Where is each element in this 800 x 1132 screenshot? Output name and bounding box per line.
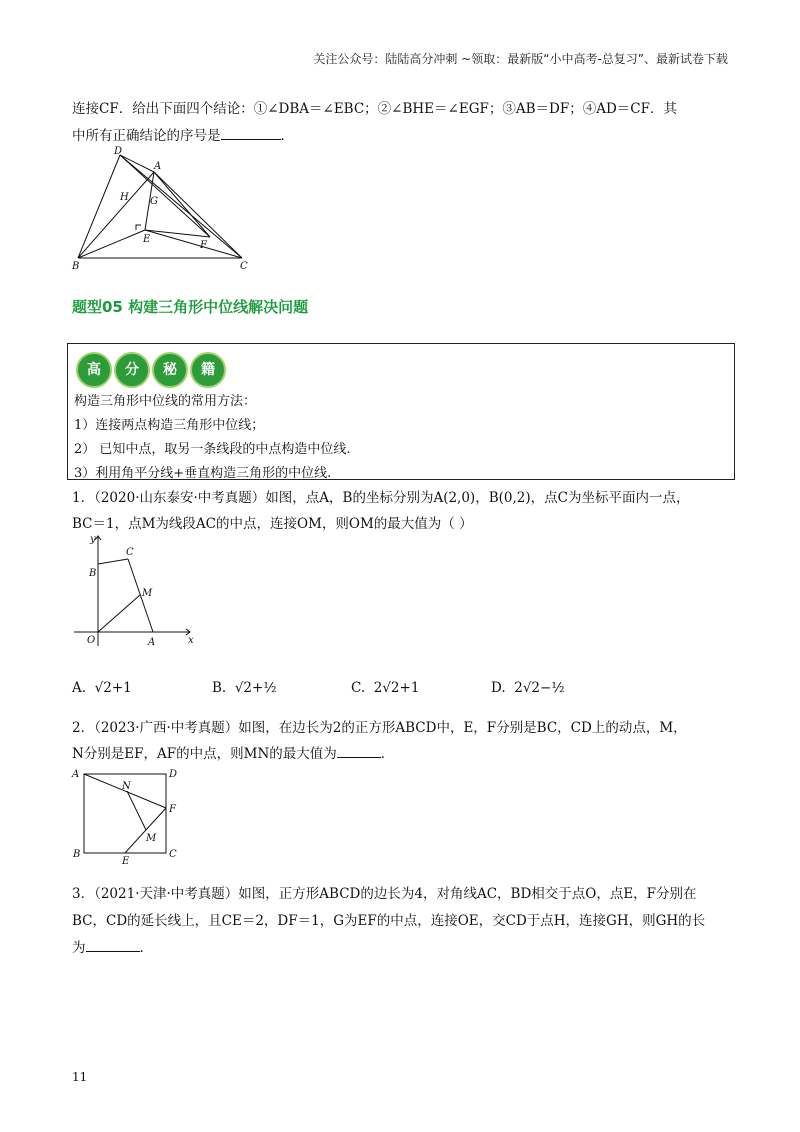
segment-om <box>98 595 140 632</box>
label-d: D <box>114 146 123 157</box>
choice-letter: A. <box>72 680 87 696</box>
q1-choice-c <box>351 680 419 696</box>
label-c: C <box>240 261 248 272</box>
label-y: y <box>90 534 96 545</box>
choice-letter: C. <box>351 680 366 696</box>
q1-line2: BC＝1，点M为线段AC的中点，连接OM，则OM的最大值为（ ） <box>72 516 473 532</box>
label-e: E <box>122 856 130 866</box>
q3-line3 <box>72 936 153 956</box>
q2-line1: 2．（2023·广西·中考真题）如图，在边长为2的正方形ABCD中，E，F分别是BC，CD上的动点，M， <box>72 720 687 736</box>
label-b: B <box>89 568 97 579</box>
answer-blank <box>221 127 281 140</box>
choice-letter: D. <box>491 680 506 696</box>
label-f: F <box>200 240 207 251</box>
q1-choice-b <box>212 680 276 696</box>
label-o: O <box>87 635 96 646</box>
label-m: M <box>142 588 153 599</box>
choice-letter: B. <box>212 680 227 696</box>
badge-4: 籍 <box>190 352 226 388</box>
label-f: F <box>169 804 176 815</box>
q3-text: 为 <box>72 940 86 956</box>
choice-text: √2+1 <box>94 680 132 696</box>
label-n: N <box>122 781 131 792</box>
section-title: 题型05 构建三角形中位线解决问题 <box>72 298 309 316</box>
prev-question-figure <box>70 145 260 275</box>
label-a: A <box>154 161 162 172</box>
segment-nm <box>127 791 146 830</box>
page-header: 关注公众号：陆陆高分冲刺 ~领取：最新版“小中高考-总复习”、最新试卷下载 <box>313 52 728 66</box>
tips-line-3: 2） 已知中点，取另一条线段的中点构造中位线. <box>74 442 351 457</box>
label-h: H <box>120 192 129 203</box>
prev-question-end: ． <box>280 128 294 144</box>
label-a: A <box>148 637 156 648</box>
label-c: C <box>169 849 177 860</box>
q1-line1: 1．（2020·山东泰安·中考真题）如图，点A，B的坐标分别为A(2,0)，B(0,2)，点C为坐标平面内一点， <box>72 490 690 506</box>
choice-text: 2√2+1 <box>373 680 420 696</box>
badge-2: 分 <box>114 352 150 388</box>
page-number: 11 <box>72 1070 88 1084</box>
label-d: D <box>169 769 178 780</box>
right-angle-mark <box>136 225 141 230</box>
q3-end: ． <box>139 940 153 956</box>
q1-figure <box>68 530 198 650</box>
tips-line-1: 构造三角形中位线的常用方法： <box>74 394 257 409</box>
q1-choice-d <box>491 680 564 696</box>
answer-blank <box>337 745 381 758</box>
q3-line2: BC，CD的延长线上，且CE＝2，DF＝1，G为EF的中点，连接OE，交CD于点H，连接GH，则GH的长 <box>72 913 706 929</box>
label-c: C <box>126 547 134 558</box>
badge-1: 高 <box>76 352 112 388</box>
tips-line-4: 3）利用角平分线+垂直构造三角形的中位线. <box>74 466 332 481</box>
choice-text: √2+½ <box>234 680 277 696</box>
segment-fa <box>154 172 210 237</box>
prev-question-line1: 连接CF．给出下面四个结论：①∠DBA＝∠EBC；②∠BHE＝∠EGF；③AB＝DF；④AD＝CF．其 <box>72 101 677 117</box>
segment-ba <box>78 172 154 258</box>
choice-text: 2√2−½ <box>514 680 565 696</box>
q2-line2 <box>72 742 394 762</box>
segment-fe <box>125 808 166 853</box>
label-b: B <box>73 849 81 860</box>
tips-line-2: 1）连接两点构造三角形中位线； <box>74 418 265 433</box>
label-g: G <box>150 196 158 207</box>
answer-blank <box>86 939 140 952</box>
label-m: M <box>146 833 157 844</box>
badge-3: 秘 <box>152 352 188 388</box>
q3-line1: 3．（2021·天津·中考真题）如图，正方形ABCD的边长为4，对角线AC，BD相交于点O，点E，F分别在 <box>72 886 697 902</box>
segment-df <box>120 155 210 237</box>
label-e: E <box>143 234 151 245</box>
label-b: B <box>72 261 80 272</box>
q2-figure <box>70 764 185 866</box>
q2-text: N分别是EF，AF的中点，则MN的最大值为 <box>72 746 337 762</box>
label-x: x <box>188 635 194 646</box>
q1-choice-a <box>72 680 132 696</box>
segment-dc <box>120 155 242 258</box>
label-a: A <box>72 769 80 780</box>
q2-end: ． <box>380 746 395 762</box>
segment-bc <box>98 559 128 564</box>
prev-question-line2 <box>72 124 294 144</box>
segment-ef <box>145 230 210 237</box>
tips-box <box>67 343 735 480</box>
prev-question-text: 中所有正确结论的序号是 <box>72 128 221 144</box>
